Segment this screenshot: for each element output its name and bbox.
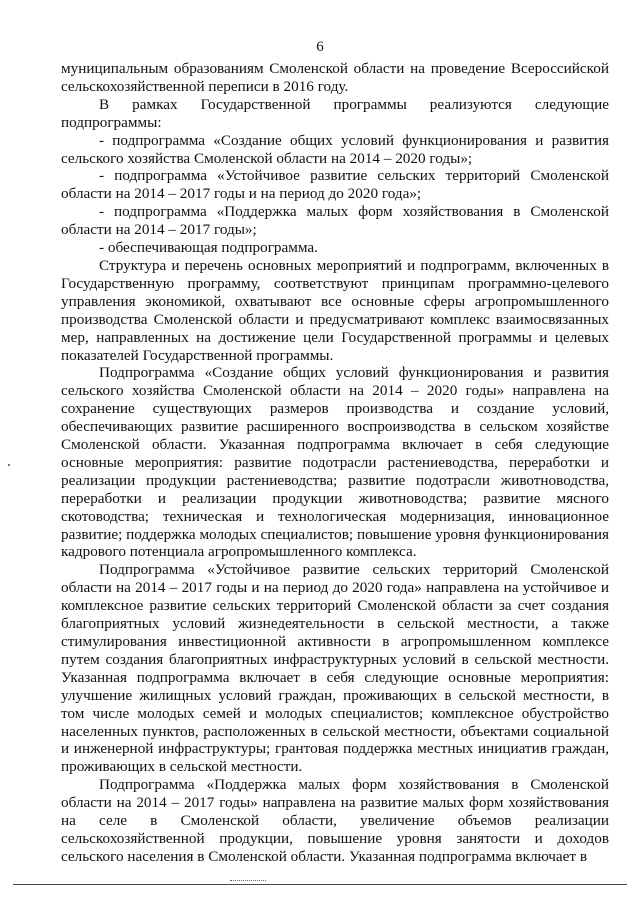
paragraph-census-continuation: муниципальным образованиям Смоленской области на проведение Всероссийской сельскохозяйственной переписи в 2016 году. [61, 60, 609, 95]
paragraph-rural-territories-subprogram: Подпрограмма «Устойчивое развитие сельских территорий Смоленской области на 2014 – 2017 годы и на период до 2020 года» направлена на устойчивое и комплексное развитие сельских территорий Смоленской области за счет создания благоприятных условий жизнедеятельности в сельской местности, а также стимулирования инвестиционной активности в агропромышленном комплексе путем создания благоприятных инфраструктурных условий в сельской местности. Указанная подпрограмма включает в себя следующие основные мероприятия: улучшение жилищных условий граждан, проживающих в сельской местности, в том числе молодых семей и молодых специалистов; комплексное обустройство населенных пунктов, расположенных в сельской местности, объектами социальной и инженерной инфраструктуры; грантовая поддержка местных инициатив граждан, проживающих в сельской местности. [61, 561, 609, 776]
document-body [61, 60, 609, 866]
footer-rule [13, 884, 627, 885]
footer-dotted-mark [230, 880, 266, 881]
paragraph-structure: Структура и перечень основных мероприятий и подпрограмм, включенных в Государственную программу, соответствуют принципам программно-целевого управления экономикой, охватывают все основные сферы агропромышленного производства Смоленской области и предусматривают комплекс взаимосвязанных мер, направленных на достижение цели Государственной программы и целевых показателей Государственной программы. [61, 256, 609, 364]
paragraph-general-conditions-subprogram: Подпрограмма «Создание общих условий функционирования и развития сельского хозяйства Смоленской области на 2014 – 2020 годы» направлена на сохранение существующих размеров производства и создание условий, обеспечивающих развитие расширенного воспроизводства в сельском хозяйстве Смоленской области. Указанная подпрограмма включает в себя следующие основные мероприятия: развитие подотрасли растениеводства, переработки и реализации продукции растениеводства; развитие подотрасли животноводства, переработки и реализации продукции животноводства; развитие мясного скотоводства; техническая и технологическая модернизация, инновационное развитие; поддержка молодых специалистов; повышение уровня функционирования кадрового потенциала агропромышленного комплекса. [61, 364, 609, 561]
list-item-subprogram-general-conditions: - подпрограмма «Создание общих условий функционирования и развития сельского хозяйства Смоленской области на 2014 – 2020 годы»; [61, 131, 609, 167]
paragraph-subprograms-intro: В рамках Государственной программы реализуются следующие подпрограммы: [61, 95, 609, 131]
paragraph-small-farms-subprogram: Подпрограмма «Поддержка малых форм хозяйствования в Смоленской области на 2014 – 2017 годы» направлена на развитие малых форм хозяйствования на селе в Смоленской области, увеличение объемов реализации сельскохозяйственной продукции, повышение уровня занятости и доходов сельского населения в Смоленской области. Указанная подпрограмма включает в [61, 776, 609, 865]
page-number: 6 [316, 39, 324, 55]
scan-artifact-dot [8, 464, 10, 466]
list-item-subprogram-supporting: - обеспечивающая подпрограмма. [99, 239, 318, 257]
list-item-subprogram-rural-territories: - подпрограмма «Устойчивое развитие сельских территорий Смоленской области на 2014 – 2017 годы и на период до 2020 года»; [61, 167, 609, 203]
list-item-subprogram-small-farms: - подпрограмма «Поддержка малых форм хозяйствования в Смоленской области на 2014 – 2017 годы»; [61, 203, 609, 239]
